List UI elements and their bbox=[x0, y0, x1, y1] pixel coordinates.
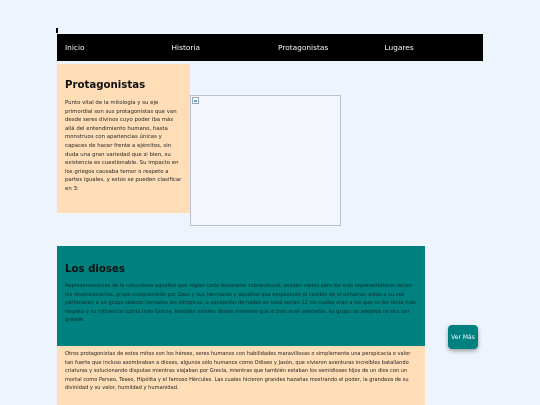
broken-image-icon bbox=[192, 97, 199, 104]
nav-item-inicio[interactable]: Inicio bbox=[65, 43, 85, 52]
nav-item-protagonistas[interactable]: Protagonistas bbox=[278, 43, 329, 52]
intro-title: Protagonistas bbox=[65, 80, 146, 91]
intro-text: Punto vital de la mitología y su eje primordial son sus protagonistas que van desde seres divinos cuyo poder iba más allá del entendimiento humano, hasta monstruos con apariencias únicas y capaces de hacer frente a ejércitos, sin duda una gran variedad que si bien, su existencia es cuestionable. Su impacto en los griegos causaba temor o respeto a partes iguales, y estos se pueden clasificar en 3: bbox=[65, 100, 182, 192]
dioses-section bbox=[57, 246, 425, 346]
nav-item-historia[interactable]: Historia bbox=[171, 43, 201, 52]
nav-item-lugares[interactable]: Lugares bbox=[384, 43, 414, 52]
ver-mas-button[interactable]: Ver Más bbox=[448, 325, 478, 349]
broken-image bbox=[190, 95, 341, 226]
dioses-text: Representaciones de la naturaleza aquellos que regían cada fenómeno sobrenatural, existen varios pero los más representativos serían los revolucionarios, grupo comprendido por Zeus y sus hermanos y aquellos que empezaron el cambio en el universo, estos a su vez pertenecen a un grupo selecto llamados los olímpicos, a excepción de hades en total serían 12 los cuales eran a los que se les tenía más respeto y su influencia cubría todo Grecia, también existen dioses menores que si bien eran adorados, su grupo de adeptos no era tan grande. bbox=[65, 283, 416, 324]
intro-section bbox=[57, 64, 190, 213]
otros-text: Otros protagonistas de estos mitos son los héroes, seres humanos con habilidades maravillosas o simplemente una perspicacia o valor tan fuerte que incluso asombraban a dioses, algunos sólo humanos como Odiseo y Jasón, que vivieron aventuras increíbles batallando criaturas y solucionando disputas mientras viajaban por Grecia, mientras que también estaban los semidioses hijos de un dios con un mortal como Perseo, Teseo, Hipólita y el famoso Hércules. Las cuales hicieron grandes hazañas mostrando el poder, la grandeza de su divinidad y su valor, humildad y humanidad. bbox=[65, 351, 411, 392]
dioses-title: Los dioses bbox=[65, 264, 125, 275]
otros-section bbox=[57, 346, 425, 405]
navbar bbox=[57, 34, 483, 61]
top-marker bbox=[56, 28, 58, 33]
